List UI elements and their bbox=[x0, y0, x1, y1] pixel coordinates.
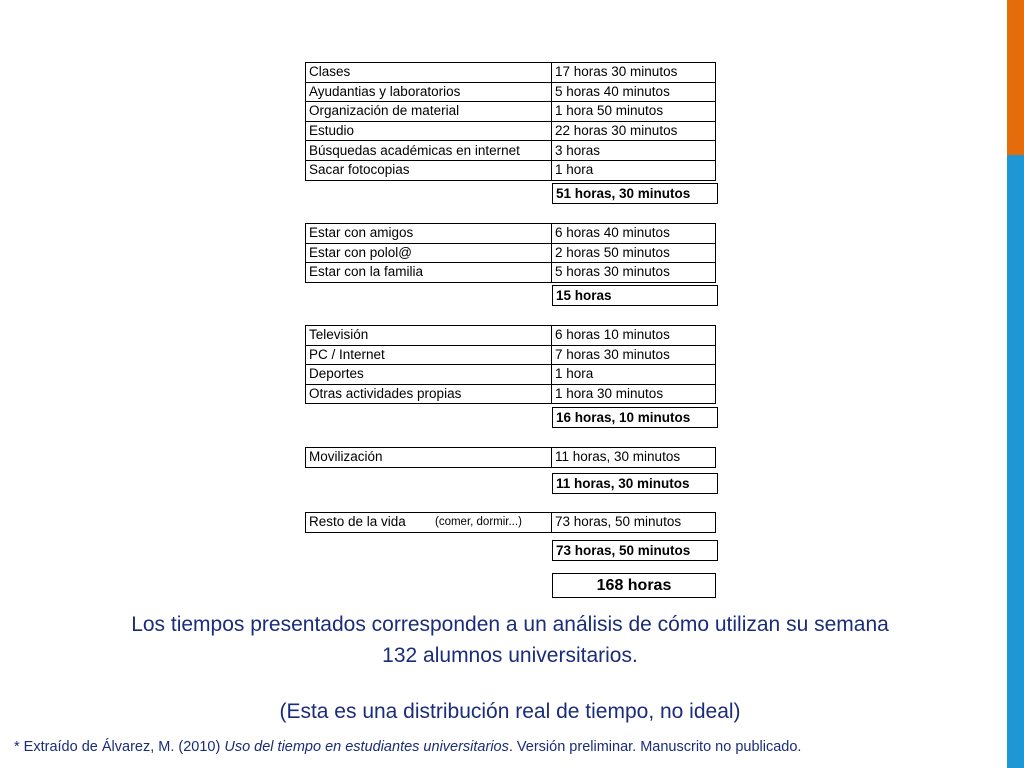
subtotal-academic: 51 horas, 30 minutos bbox=[552, 183, 718, 204]
footnote-suffix: . Versión preliminar. Manuscrito no publicado. bbox=[508, 739, 802, 755]
table-social bbox=[305, 223, 716, 283]
accent-bar-orange bbox=[1007, 0, 1024, 155]
subtotal-rest: 73 horas, 50 minutos bbox=[552, 540, 718, 561]
footnote-title: Uso del tiempo en estudiantes universitarios bbox=[224, 739, 509, 755]
table-row: PC / Internet 7 horas 30 minutos bbox=[306, 345, 716, 365]
subtotal-social: 15 horas bbox=[552, 285, 718, 306]
table-row: Organización de material 1 hora 50 minutos bbox=[306, 102, 716, 122]
table-academic bbox=[305, 62, 716, 181]
table-row: Estar con polol@ 2 horas 50 minutos bbox=[306, 243, 716, 263]
table-row: Televisión 6 horas 10 minutos bbox=[306, 326, 716, 346]
row-note: (comer, dormir...) bbox=[435, 516, 522, 529]
sub-statement: (Esta es una distribución real de tiempo, no ideal) bbox=[279, 700, 741, 723]
grand-total: 168 horas bbox=[552, 573, 716, 598]
table-row: Búsquedas académicas en internet 3 horas bbox=[306, 141, 716, 161]
table-row: Ayudantias y laboratorios 5 horas 40 minutos bbox=[306, 82, 716, 102]
subtotal-leisure: 16 horas, 10 minutos bbox=[552, 407, 718, 428]
table-row: Deportes 1 hora bbox=[306, 365, 716, 385]
table-row: Sacar fotocopias 1 hora bbox=[306, 160, 716, 180]
accent-bar-blue bbox=[1007, 155, 1024, 768]
table-commute bbox=[305, 447, 716, 468]
table-row: Otras actividades propias 1 hora 30 minutos bbox=[306, 384, 716, 404]
table-row: Estar con amigos 6 horas 40 minutos bbox=[306, 224, 716, 244]
main-statement-line1: Los tiempos presentados corresponden a un análisis de cómo utilizan su semana bbox=[131, 613, 889, 636]
footnote bbox=[14, 737, 1004, 757]
table-row: Resto de la vida (comer, dormir...) 73 horas, 50 minutos bbox=[306, 513, 716, 533]
row-label: Resto de la vida bbox=[309, 514, 406, 530]
table-row: Movilización 11 horas, 30 minutos bbox=[306, 448, 716, 468]
table-row: Clases 17 horas 30 minutos bbox=[306, 63, 716, 83]
table-rest bbox=[305, 512, 716, 533]
footnote-prefix: * Extraído de Álvarez, M. (2010) bbox=[14, 739, 225, 755]
subtotal-commute: 11 horas, 30 minutos bbox=[552, 473, 718, 494]
table-row: Estar con la familia 5 horas 30 minutos bbox=[306, 263, 716, 283]
main-statement bbox=[30, 609, 990, 671]
main-statement-line2: 132 alumnos universitarios. bbox=[382, 644, 638, 667]
table-leisure bbox=[305, 325, 716, 404]
table-row: Estudio 22 horas 30 minutos bbox=[306, 121, 716, 141]
